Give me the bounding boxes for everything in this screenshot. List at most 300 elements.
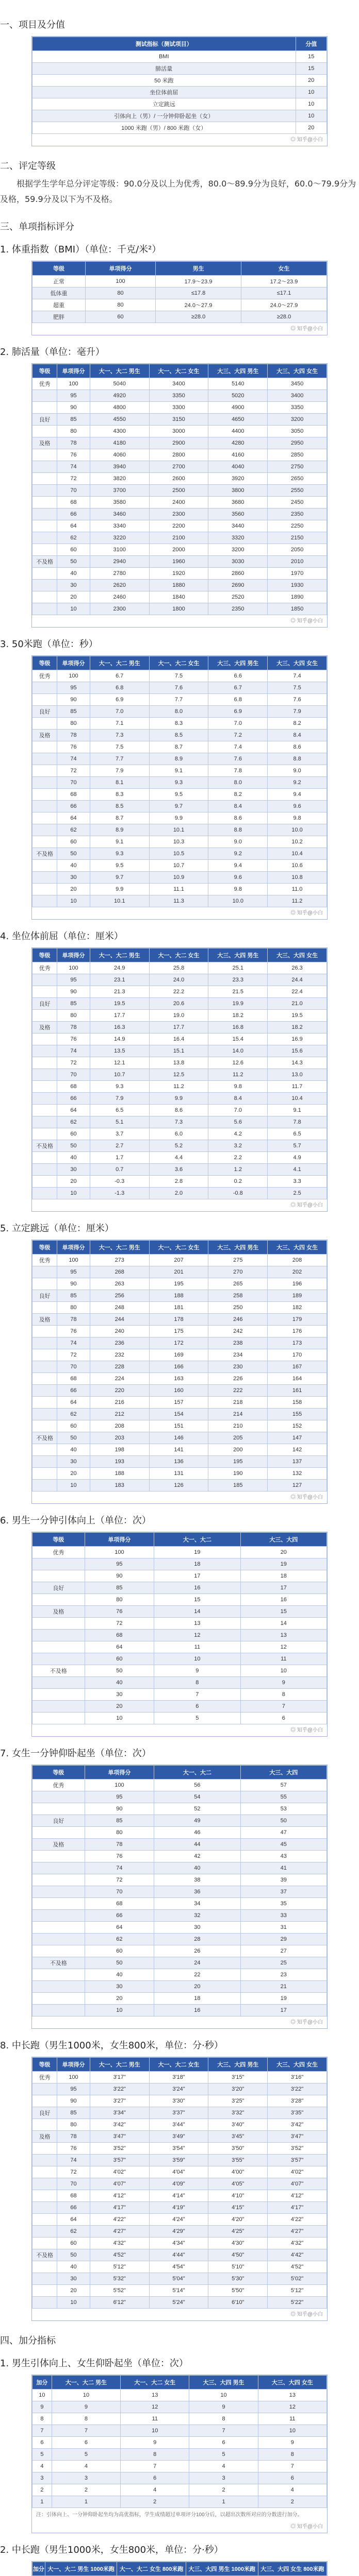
situp-row: [32, 1803, 327, 1815]
vital-cell: [32, 449, 57, 461]
vital-cell: 3700: [90, 485, 149, 497]
jump-cell: 167: [268, 1361, 327, 1373]
midrun-cell: 4'07": [90, 2178, 149, 2190]
vital-cell: 1960: [149, 556, 208, 568]
jump-cell: 132: [268, 1468, 327, 1480]
run50-cell: 95: [57, 682, 90, 694]
jump-cell: 246: [208, 1314, 268, 1326]
bmi-cell: 17.9～23.9: [156, 276, 241, 287]
bmi-cell: 24.0～27.9: [241, 299, 327, 311]
midrun-cell: 3'37": [149, 2107, 208, 2119]
midrun-header-2: 单项得分: [57, 2058, 90, 2072]
sitreach-watermark: ◎ 知乎@小白: [290, 1202, 323, 1208]
sitreach-cell: -0.3: [90, 1176, 149, 1188]
sitreach-cell: 2.2: [208, 1152, 268, 1164]
vital-cell: 2600: [149, 473, 208, 485]
situp-cell: 44: [154, 1839, 240, 1851]
midrun-header-1: 等级: [32, 2058, 57, 2072]
sitreach-cell: 2.0: [149, 1188, 208, 1199]
run50-cell: 8.7: [90, 812, 149, 824]
run50-cell: 9.6: [268, 801, 327, 812]
vital-row: [32, 580, 327, 591]
vital-cell: 95: [57, 390, 90, 402]
bonus1-cell: 6: [52, 2437, 120, 2449]
midrun-cell: 4'19": [149, 2202, 208, 2214]
jump-cell: 188: [149, 1290, 208, 1302]
run50-cell: 8.8: [268, 753, 327, 765]
run50-row: [32, 741, 327, 753]
midrun-cell: 74: [57, 2155, 90, 2166]
run50-cell: 9.1: [149, 765, 208, 777]
sitreach-cell: [32, 1010, 57, 1022]
jump-title: 5. 立定跳远（单位：厘米）: [0, 1223, 114, 1234]
vital-cell: 2200: [149, 520, 208, 532]
jump-cell: 189: [268, 1290, 327, 1302]
vital-cell: 3000: [149, 426, 208, 437]
sitreach-cell: 7.0: [208, 1105, 268, 1116]
pullup-cell: 17: [240, 1582, 327, 1594]
midrun-row: [32, 2166, 327, 2178]
vital-cell: [32, 461, 57, 473]
vital-cell: 2800: [149, 449, 208, 461]
midrun-cell: [32, 2166, 57, 2178]
sitreach-cell: 17.7: [149, 1022, 208, 1033]
run50-row: [32, 670, 327, 682]
run50-cell: 7.2: [208, 730, 268, 741]
sitreach-cell: 6.5: [90, 1105, 149, 1116]
pullup-row: [32, 1665, 327, 1677]
midrun-cell: 及格: [32, 2131, 57, 2143]
midrun-cell: 3'42": [90, 2119, 149, 2131]
run50-cell: 9.5: [90, 860, 149, 872]
sitreach-cell: [32, 1045, 57, 1057]
situp-row: [32, 1922, 327, 1934]
situp-cell: 85: [85, 1815, 154, 1827]
vital-row: [32, 556, 327, 568]
bmi-cell: 24.0～27.9: [156, 299, 241, 311]
sitreach-header-row: [32, 948, 327, 962]
situp-cell: 45: [240, 1839, 327, 1851]
midrun-table: [32, 2057, 327, 2309]
sitreach-cell: 6.5: [268, 1128, 327, 1140]
jump-cell: 185: [208, 1480, 268, 1492]
pullup-cell: 7: [240, 1701, 327, 1713]
bmi-tbody: [32, 276, 327, 323]
pullup-cell: 100: [85, 1547, 154, 1558]
vital-cell: 4920: [90, 390, 149, 402]
vital-header-5: 大三、大四 男生: [208, 364, 268, 378]
items_table-cell: 坐位体前屈: [32, 87, 296, 98]
run50-cell: 8.5: [90, 801, 149, 812]
run50-cell: 9.7: [90, 872, 149, 884]
vital-cell: 3940: [90, 461, 149, 473]
midrun-cell: 4'22": [268, 2214, 327, 2226]
jump-cell: 161: [268, 1385, 327, 1397]
bmi-cell: 17.2～23.9: [241, 276, 327, 287]
midrun-cell: 78: [57, 2131, 90, 2143]
sitreach-cell: 74: [57, 1045, 90, 1057]
midrun-cell: [32, 2083, 57, 2095]
vital-cell: [32, 591, 57, 603]
midrun-cell: 4'27": [268, 2226, 327, 2238]
sitreach-cell: 4.2: [208, 1128, 268, 1140]
sitreach-header-1: 等级: [32, 948, 57, 962]
midrun-cell: 3'16": [268, 2072, 327, 2083]
run50-cell: 9.7: [149, 801, 208, 812]
run50-cell: 11.3: [149, 895, 208, 907]
pullup-tbody: [32, 1547, 327, 1724]
jump-cell: 178: [149, 1314, 208, 1326]
situp-cell: 60: [85, 1945, 154, 1957]
pullup-cell: [32, 1570, 85, 1582]
sitreach-cell: [32, 1128, 57, 1140]
vital-cell: 3580: [90, 497, 149, 509]
vital-row: [32, 568, 327, 580]
midrun-row: [32, 2143, 327, 2155]
pullup-table: [32, 1532, 327, 1724]
vital-cell: 2850: [268, 449, 327, 461]
vital-cell: 3400: [268, 390, 327, 402]
midrun-cell: [32, 2190, 57, 2202]
items-header-2: 分值: [296, 37, 327, 51]
pullup-cell: 8: [154, 1677, 240, 1689]
midrun-header-5: 大三、大四 男生: [208, 2058, 268, 2072]
sitreach-cell: 16.4: [149, 1033, 208, 1045]
midrun-cell: [32, 2143, 57, 2155]
vital-cell: 74: [57, 461, 90, 473]
run50-cell: [32, 789, 57, 801]
run50-cell: 7.7: [90, 753, 149, 765]
sitreach-row: [32, 1093, 327, 1105]
pullup-cell: 11: [240, 1653, 327, 1665]
run50-cell: 6.9: [208, 706, 268, 718]
jump-cell: 275: [208, 1255, 268, 1266]
jump-cell: 20: [57, 1468, 90, 1480]
vital-header-row: [32, 364, 327, 378]
run50-row: [32, 801, 327, 812]
situp-cell: 23: [240, 1969, 327, 1981]
midrun-cell: 3'54": [149, 2143, 208, 2155]
sitreach-cell: 16.3: [90, 1022, 149, 1033]
midrun-cell: 4'14": [149, 2190, 208, 2202]
sitreach-cell: 10: [57, 1188, 90, 1199]
sitreach-row: [32, 1140, 327, 1152]
run50-cell: 9.8: [208, 884, 268, 895]
midrun-cell: 4'29": [149, 2226, 208, 2238]
midrun-cell: [32, 2202, 57, 2214]
situp-row: [32, 2005, 327, 2016]
jump-cell: 248: [90, 1302, 149, 1314]
bonus1-header-3: 大一、大二 女生: [121, 2376, 189, 2389]
situp-cell: 40: [85, 1969, 154, 1981]
jump-cell: 172: [149, 1337, 208, 1349]
midrun-cell: 5'12": [90, 2261, 149, 2273]
vital-row: [32, 390, 327, 402]
bonus2-header-3: 大一、大二 女生 800米跑: [117, 2562, 186, 2576]
run50-cell: 7.5: [268, 682, 327, 694]
midrun-cell: 优秀: [32, 2072, 57, 2083]
situp-cell: [32, 1993, 85, 2005]
run50-cell: 8.4: [208, 801, 268, 812]
jump-row: [32, 1266, 327, 1278]
items_table-cell: 引体向上（男）/ 一分钟仰卧起坐（女）: [32, 110, 296, 122]
midrun-cell: 40: [57, 2261, 90, 2273]
midrun-cell: 4'20": [208, 2214, 268, 2226]
jump-cell: 72: [57, 1349, 90, 1361]
jump-tbody: [32, 1255, 327, 1492]
sitreach-cell: [32, 1152, 57, 1164]
run50-cell: 8.0: [149, 706, 208, 718]
jump-cell: 208: [268, 1255, 327, 1266]
bonus1-header-5: 大三、大四 女生: [258, 2376, 327, 2389]
run50-cell: [32, 836, 57, 848]
midrun-cell: [32, 2261, 57, 2273]
midrun-cell: 5'10": [208, 2261, 268, 2273]
bmi-cell: ≥28.0: [156, 311, 241, 323]
jump-cell: [32, 1349, 57, 1361]
situp-cell: 70: [85, 1886, 154, 1898]
run50-cell: 8.6: [268, 741, 327, 753]
bonus1-cell: 13: [121, 2389, 189, 2401]
midrun-cell: [32, 2178, 57, 2190]
bonus1-cell: 12: [121, 2401, 189, 2413]
run50-cell: [32, 777, 57, 789]
situp-cell: 100: [85, 1780, 154, 1791]
jump-cell: 157: [149, 1397, 208, 1409]
pullup-cell: 6: [154, 1701, 240, 1713]
midrun-cell: 5'30": [208, 2273, 268, 2285]
vital-cell: 3100: [90, 544, 149, 556]
vital-watermark: ◎ 知乎@小白: [290, 618, 323, 624]
jump-cell: [32, 1385, 57, 1397]
pullup-row: [32, 1594, 327, 1606]
run50-cell: 6.7: [208, 682, 268, 694]
pullup-cell: [32, 1558, 85, 1570]
bmi-cell: 超重: [32, 299, 86, 311]
run50-cell: 8.3: [149, 718, 208, 730]
sitreach-cell: 18.2: [268, 1022, 327, 1033]
run50-header-1: 等级: [32, 656, 57, 670]
bonus1-cell: 3: [189, 2472, 258, 2484]
midrun-cell: 4'15": [208, 2202, 268, 2214]
sitreach-cell: 4.4: [149, 1152, 208, 1164]
jump-cell: 205: [208, 1432, 268, 1444]
jump-header-1: 等级: [32, 1241, 57, 1255]
sitreach-cell: 优秀: [32, 962, 57, 974]
jump-cell: 70: [57, 1361, 90, 1373]
jump-cell: [32, 1420, 57, 1432]
run50-cell: 10.1: [90, 895, 149, 907]
situp-cell: 41: [240, 1862, 327, 1874]
run50-cell: 优秀: [32, 670, 57, 682]
pullup-cell: 14: [240, 1618, 327, 1630]
section-3: [0, 219, 359, 2321]
bonus1-cell: 6: [32, 2437, 52, 2449]
jump-cell: 230: [208, 1361, 268, 1373]
vital-cell: 2940: [90, 556, 149, 568]
run50-row: [32, 860, 327, 872]
bonus1-cell: 10: [32, 2389, 52, 2401]
items_table-row: [32, 75, 327, 87]
midrun-row: [32, 2261, 327, 2273]
pullup-cell: 15: [154, 1594, 240, 1606]
sitreach-row: [32, 1081, 327, 1093]
run50-cell: 85: [57, 706, 90, 718]
midrun-cell: 4'50": [208, 2249, 268, 2261]
run50-cell: [32, 824, 57, 836]
jump-cell: 195: [149, 1278, 208, 1290]
run50-cell: 60: [57, 836, 90, 848]
items-tbody: [32, 51, 327, 134]
midrun-row: [32, 2072, 327, 2083]
pullup-cell: 18: [154, 1558, 240, 1570]
run50-cell: 7.0: [90, 706, 149, 718]
bonus1-tbody: [32, 2389, 327, 2508]
vital-cell: 30: [57, 580, 90, 591]
bmi-cell: 60: [85, 311, 155, 323]
jump-row: [32, 1480, 327, 1492]
sitreach-cell: 85: [57, 998, 90, 1010]
situp-row: [32, 1780, 327, 1791]
bonus1-cell: 11: [258, 2413, 327, 2425]
situp-cell: 56: [154, 1780, 240, 1791]
sitreach-cell: 25.8: [149, 962, 208, 974]
vital-cell: 64: [57, 520, 90, 532]
bmi-row: [32, 276, 327, 287]
sitreach-cell: 24.9: [90, 962, 149, 974]
sitreach-cell: 30: [57, 1164, 90, 1176]
jump-row: [32, 1456, 327, 1468]
situp-cell: [32, 1862, 85, 1874]
midrun-cell: 3'17": [90, 2072, 149, 2083]
situp-cell: 32: [154, 1910, 240, 1922]
vital-cell: 3050: [268, 426, 327, 437]
run50-cell: 8.2: [208, 789, 268, 801]
bonus1-row: [32, 2461, 327, 2472]
jump-cell: [32, 1278, 57, 1290]
sitreach-cell: 15.4: [208, 1033, 268, 1045]
bonus1-cell: 5: [189, 2449, 258, 2461]
jump-cell: [32, 1326, 57, 1337]
jump-cell: 207: [149, 1255, 208, 1266]
vital-cell: 优秀: [32, 378, 57, 390]
sitreach-cell: 3.6: [149, 1164, 208, 1176]
midrun-cell: 4'44": [149, 2249, 208, 2261]
run50-cell: 10.2: [268, 836, 327, 848]
vital-cell: 4060: [90, 449, 149, 461]
bonus1-cell: 3: [32, 2472, 52, 2484]
vital-cell: 4800: [90, 402, 149, 414]
bonus1-cell: 11: [121, 2413, 189, 2425]
midrun-row: [32, 2273, 327, 2285]
vital-cell: 3350: [268, 402, 327, 414]
midrun-cell: 100: [57, 2072, 90, 2083]
pullup-cell: 10: [85, 1713, 154, 1724]
run50-cell: [32, 741, 57, 753]
midrun-row: [32, 2178, 327, 2190]
jump-cell: 242: [208, 1326, 268, 1337]
jump-cell: 244: [90, 1314, 149, 1326]
jump-cell: 190: [208, 1468, 268, 1480]
situp-cell: 20: [154, 1981, 240, 1993]
vital-cell: 2100: [149, 532, 208, 544]
midrun-cell: 4'12": [90, 2190, 149, 2202]
bmi-cell: 100: [85, 276, 155, 287]
run50-cell: 8.9: [90, 824, 149, 836]
run50-cell: 7.7: [149, 694, 208, 706]
run50-cell: 10.4: [268, 848, 327, 860]
run50-cell: 7.9: [90, 765, 149, 777]
run50-cell: 7.5: [149, 670, 208, 682]
sitreach-cell: [32, 1105, 57, 1116]
run50-cell: 6.6: [208, 670, 268, 682]
pullup-cell: 13: [240, 1630, 327, 1641]
midrun-cell: 4'09": [149, 2178, 208, 2190]
sitreach-cell: 4.1: [268, 1164, 327, 1176]
sitreach-row: [32, 1105, 327, 1116]
jump-cell: 127: [268, 1480, 327, 1492]
vital-cell: 78: [57, 437, 90, 449]
vital-cell: 76: [57, 449, 90, 461]
jump-cell: 200: [208, 1444, 268, 1456]
run50-row: [32, 812, 327, 824]
sitreach-cell: 9.8: [208, 1081, 268, 1093]
jump-cell: 68: [57, 1373, 90, 1385]
vital-cell: 2050: [268, 544, 327, 556]
sitreach-cell: 21.5: [208, 986, 268, 998]
sitreach-cell: 6.0: [149, 1128, 208, 1140]
jump-cell: 不及格: [32, 1432, 57, 1444]
vital-cell: 2550: [268, 485, 327, 497]
vital-cell: 2780: [90, 568, 149, 580]
sitreach-row: [32, 1164, 327, 1176]
run50-row: [32, 848, 327, 860]
vital-cell: 2010: [268, 556, 327, 568]
situp-cell: 21: [240, 1981, 327, 1993]
vital-row: [32, 603, 327, 615]
vital-cell: 良好: [32, 414, 57, 426]
pullup-cell: 20: [85, 1701, 154, 1713]
sitreach-cell: 12.6: [208, 1057, 268, 1069]
pullup-row: [32, 1689, 327, 1701]
midrun-cell: 70: [57, 2178, 90, 2190]
sitreach-row: [32, 1045, 327, 1057]
jump-row: [32, 1302, 327, 1314]
vital-cell: 2750: [268, 461, 327, 473]
jump-cell: 203: [90, 1432, 149, 1444]
jump-cell: 90: [57, 1278, 90, 1290]
sitreach-cell: 10.7: [90, 1069, 149, 1081]
sitreach-cell: 15.1: [149, 1045, 208, 1057]
vital-cell: 68: [57, 497, 90, 509]
vital-cell: 80: [57, 426, 90, 437]
vital-cell: 3400: [149, 378, 208, 390]
run50-cell: 6.9: [90, 694, 149, 706]
bonus1-cell: 9: [121, 2437, 189, 2449]
pullup-cell: 68: [85, 1630, 154, 1641]
run50-cell: [32, 801, 57, 812]
situp-cell: 33: [240, 1910, 327, 1922]
jump-cell: 188: [90, 1468, 149, 1480]
jump-cell: 74: [57, 1337, 90, 1349]
midrun-cell: 3'47": [90, 2131, 149, 2143]
jump-cell: 195: [208, 1456, 268, 1468]
midrun-cell: 3'24": [149, 2083, 208, 2095]
jump-cell: [32, 1302, 57, 1314]
sitreach-cell: 100: [57, 962, 90, 974]
vital-cell: 3320: [208, 532, 268, 544]
bonus1-cell: 8: [32, 2413, 52, 2425]
